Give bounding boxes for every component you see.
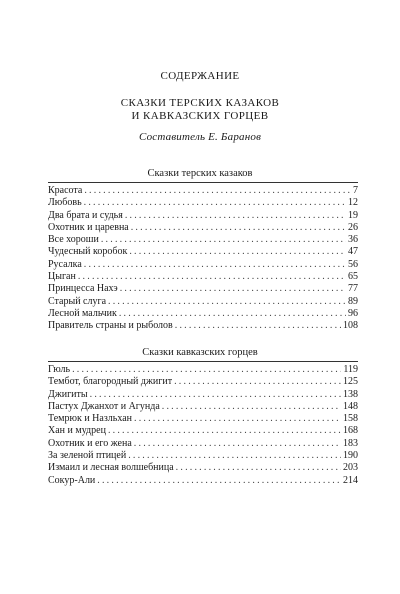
toc-list-terek-cossacks [48, 185, 358, 333]
contents-heading: СОДЕРЖАНИЕ [160, 70, 240, 82]
toc-entry-page: 190 [343, 450, 358, 462]
toc-entry [48, 271, 358, 283]
toc-leader-dots [125, 210, 346, 222]
toc-entry [48, 259, 358, 271]
toc-entry [48, 283, 358, 295]
toc-entry-page: 96 [348, 307, 358, 319]
toc-entry-title: Правитель страны и рыболов [48, 320, 173, 332]
section-title-terek-cossacks: Сказки терских казаков [147, 168, 253, 179]
toc-list-caucasian-highlanders [48, 364, 358, 487]
toc-entry [48, 389, 358, 401]
toc-entry-title: За зеленой птицей [48, 450, 127, 462]
toc-entry-title: Сокур-Али [48, 474, 96, 486]
toc-entry [48, 462, 358, 474]
toc-entry-title: Лесной мальчик [48, 307, 117, 319]
toc-leader-dots [84, 197, 346, 209]
toc-entry-title: Темрюк и Назльхан [48, 413, 132, 425]
toc-leader-dots [97, 475, 341, 487]
toc-leader-dots [119, 308, 346, 320]
toc-entry-page: 203 [343, 462, 358, 474]
book-title-line-1: СКАЗКИ ТЕРСКИХ КАЗАКОВ [120, 97, 280, 109]
toc-leader-dots [162, 401, 341, 413]
book-title-line-2: И КАВКАЗСКИХ ГОРЦЕВ [131, 110, 269, 122]
toc-leader-dots [134, 438, 341, 450]
toc-entry [48, 401, 358, 413]
toc-entry-page: 7 [353, 185, 358, 196]
toc-entry-page: 19 [348, 209, 358, 221]
toc-entry [48, 438, 358, 450]
toc-entry-page: 89 [348, 295, 358, 307]
toc-entry-page: 168 [343, 425, 358, 437]
toc-entry [48, 425, 358, 437]
toc-leader-dots [134, 413, 341, 425]
toc-entry-title: Чудесный коробок [48, 246, 128, 258]
compiler-credit: Составитель Е. Баранов [138, 131, 262, 143]
toc-leader-dots [175, 320, 341, 332]
toc-entry [48, 308, 358, 320]
toc-entry-title: Охотник и его жена [48, 437, 132, 449]
toc-entry [48, 185, 358, 197]
toc-leader-dots [84, 259, 346, 271]
toc-entry-title: Пастух Джанхот и Агунда [48, 400, 160, 412]
toc-entry-title: Тембот, благородный джигит [48, 376, 173, 388]
toc-leader-dots [176, 462, 341, 474]
toc-leader-dots [174, 376, 341, 388]
toc-leader-dots [128, 450, 341, 462]
toc-entry [48, 246, 358, 258]
toc-entry-title: Измаил и лесная волшебница [48, 462, 174, 474]
toc-leader-dots [101, 234, 346, 246]
toc-entry-page: 158 [343, 413, 358, 425]
toc-entry-title: Охотник и царевна [48, 221, 129, 233]
toc-entry-page: 148 [343, 400, 358, 412]
toc-entry-page: 36 [348, 234, 358, 246]
toc-entry [48, 413, 358, 425]
toc-entry-title: Любовь [48, 197, 82, 209]
toc-entry [48, 197, 358, 209]
toc-entry-title: Хан и мудрец [48, 425, 106, 437]
toc-leader-dots [72, 364, 341, 376]
toc-leader-dots [84, 185, 351, 197]
toc-entry [48, 364, 358, 376]
toc-entry [48, 234, 358, 246]
toc-entry-title: Цыган [48, 271, 76, 283]
toc-entry-title: Джигиты [48, 388, 88, 400]
toc-entry-title: Красота [48, 185, 83, 196]
toc-entry-page: 26 [348, 221, 358, 233]
toc-leader-dots [129, 246, 346, 258]
toc-entry-title: Русалка [48, 258, 82, 270]
toc-entry-page: 119 [343, 364, 358, 375]
toc-leader-dots [131, 222, 346, 234]
toc-entry [48, 320, 358, 332]
section-title-caucasian-highlanders: Сказки кавказских горцев [142, 347, 258, 358]
toc-entry [48, 222, 358, 234]
toc-leader-dots [108, 425, 341, 437]
toc-entry-page: 214 [343, 474, 358, 486]
toc-entry [48, 475, 358, 487]
toc-leader-dots [108, 296, 346, 308]
toc-leader-dots [90, 389, 341, 401]
toc-entry-page: 47 [348, 246, 358, 258]
toc-entry-page: 138 [343, 388, 358, 400]
toc-entry-page: 65 [348, 271, 358, 283]
toc-entry-page: 183 [343, 437, 358, 449]
toc-entry [48, 210, 358, 222]
toc-entry-page: 125 [343, 376, 358, 388]
toc-entry-title: Гюль [48, 364, 71, 375]
toc-leader-dots [78, 271, 346, 283]
toc-entry [48, 450, 358, 462]
toc-leader-dots [120, 283, 346, 295]
toc-entry-page: 12 [348, 197, 358, 209]
toc-entry [48, 296, 358, 308]
toc-entry [48, 376, 358, 388]
section-divider [48, 182, 358, 183]
toc-entry-title: Старый слуга [48, 295, 107, 307]
toc-entry-page: 56 [348, 258, 358, 270]
toc-entry-page: 77 [348, 283, 358, 295]
toc-entry-page: 108 [343, 320, 358, 332]
toc-entry-title: Все хороши [48, 234, 99, 246]
toc-entry-title: Два брата и судья [48, 209, 123, 221]
section-divider [48, 361, 358, 362]
toc-entry-title: Принцесса Нахэ [48, 283, 118, 295]
